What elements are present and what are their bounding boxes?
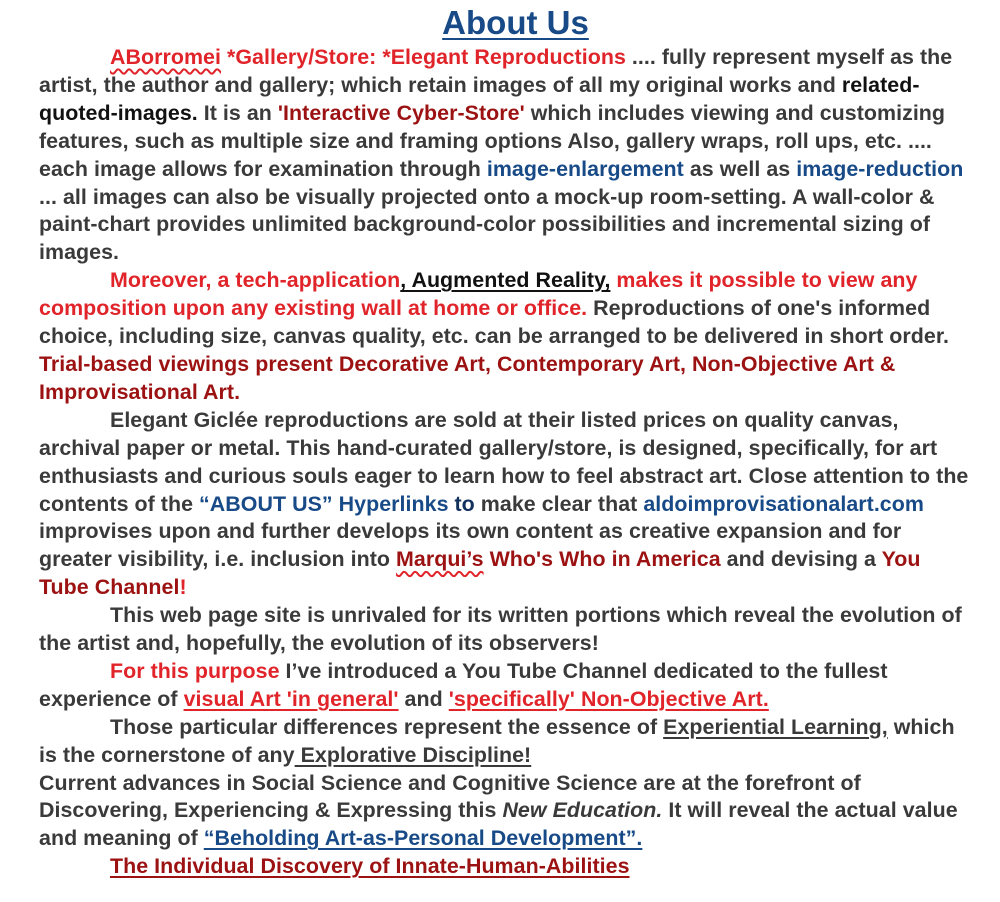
site-url-link[interactable]: aldoimprovisationalart.com [643,491,924,516]
text: .... fully represent myself as the artist, the author and gallery; which retain images of all my original works and [39,45,953,97]
youtube-channel-text: You Tube Channel [39,547,921,600]
text: which includes viewing and customizing features, such as multiple size and framing options Also, gallery wraps, roll ups, etc. .... each image allows for examination through [39,100,946,181]
experiential-learning-link[interactable]: Experiential Learning, [663,714,888,739]
text: It will reveal the actual value and meaning of [39,798,958,851]
whos-who-text: Who's Who in America [483,547,721,572]
text: Elegant Giclée reproductions are sold at their listed prices on quality canvas, archival paper or metal. This hand-curated gallery/store, is designed, specifically, for art enthusiasts and curious souls eager to learn how to feel abstract art. Close attention to the contents of the [39,407,969,516]
beholding-art-link[interactable]: “Beholding Art-as-Personal Development”. [203,826,643,851]
new-education-text: New Education. [502,798,663,823]
text: Reproductions of one's informed choice, including size, canvas quality, etc. can be arranged to be delivered in short order. [39,296,950,349]
brand-name: ABorromei [110,45,221,69]
paragraph-purpose [39,658,970,714]
image-enlargement-text: image-enlargement [486,156,684,181]
text: Current advances in Social Science and Cognitive Science are at the forefront of Discovering, Experiencing & Expressing this [39,770,861,823]
about-us-hyperlinks-link[interactable]: “ABOUT US” Hyperlinks [199,491,449,516]
page-title: About Us [442,4,589,41]
text: Those particular differences represent the essence of [110,714,664,739]
image-reduction-text: image-reduction [796,156,964,181]
augmented-reality-link[interactable]: , Augmented Reality, [400,268,611,293]
text: improvises upon and further develops its own content as creative expansion and for greater visibility, i.e. inclusion into [39,519,902,572]
text: as well as [683,156,797,181]
text: This web page site is unrivaled for its written portions which reveal the evolution of the artist and, hopefully, the evolution of its observers! [39,603,962,656]
marquis-text: Marqui’s [396,547,484,572]
highlight-text: For this purpose [110,658,280,683]
trial-viewings-text: Trial-based viewings present Decorative Art, Contemporary Art, Non-Objective Art & Improvisational Art. [39,351,896,404]
paragraph-gallery-intro [39,44,970,267]
text: to [448,491,475,516]
text: and devising a [720,547,882,572]
text: which is the cornerstone of any [39,714,955,767]
cyber-store-text: 'Interactive Cyber-Store' [277,100,525,125]
paragraph-advances [39,770,970,854]
paragraph-giclee [39,407,970,602]
highlight-text: makes it possible to view any composition upon any existing wall at home or office. [39,268,918,321]
non-objective-art-link[interactable]: 'specifically' Non-Objective Art. [448,686,769,711]
highlight-text: Moreover, a tech-application [110,268,401,293]
text: and [398,686,449,711]
innate-abilities-link[interactable]: The Individual Discovery of Innate-Human-Abilities [110,854,630,879]
visual-art-link[interactable]: visual Art 'in general' [183,686,399,711]
related-images-text: related-quoted-images. [39,72,920,125]
text: make clear that [474,491,644,516]
paragraph-closing [39,853,970,881]
paragraph-differences [39,714,970,770]
text: It is an [197,100,278,125]
store-name: *Gallery/Store: *Elegant Reproductions [221,45,626,69]
explorative-discipline-link[interactable]: Explorative Discipline! [294,742,532,767]
text: ! [179,575,187,600]
paragraph-unrivaled [39,602,970,658]
text: I’ve introduced a You Tube Channel dedicated to the fullest experience of [39,658,888,711]
paragraph-augmented-reality [39,267,970,407]
text: ... all images can also be visually projected onto a mock-up room-setting. A wall-color & paint-chart provides unlimited background-color possibilities and incremental sizing of images. [39,184,935,265]
